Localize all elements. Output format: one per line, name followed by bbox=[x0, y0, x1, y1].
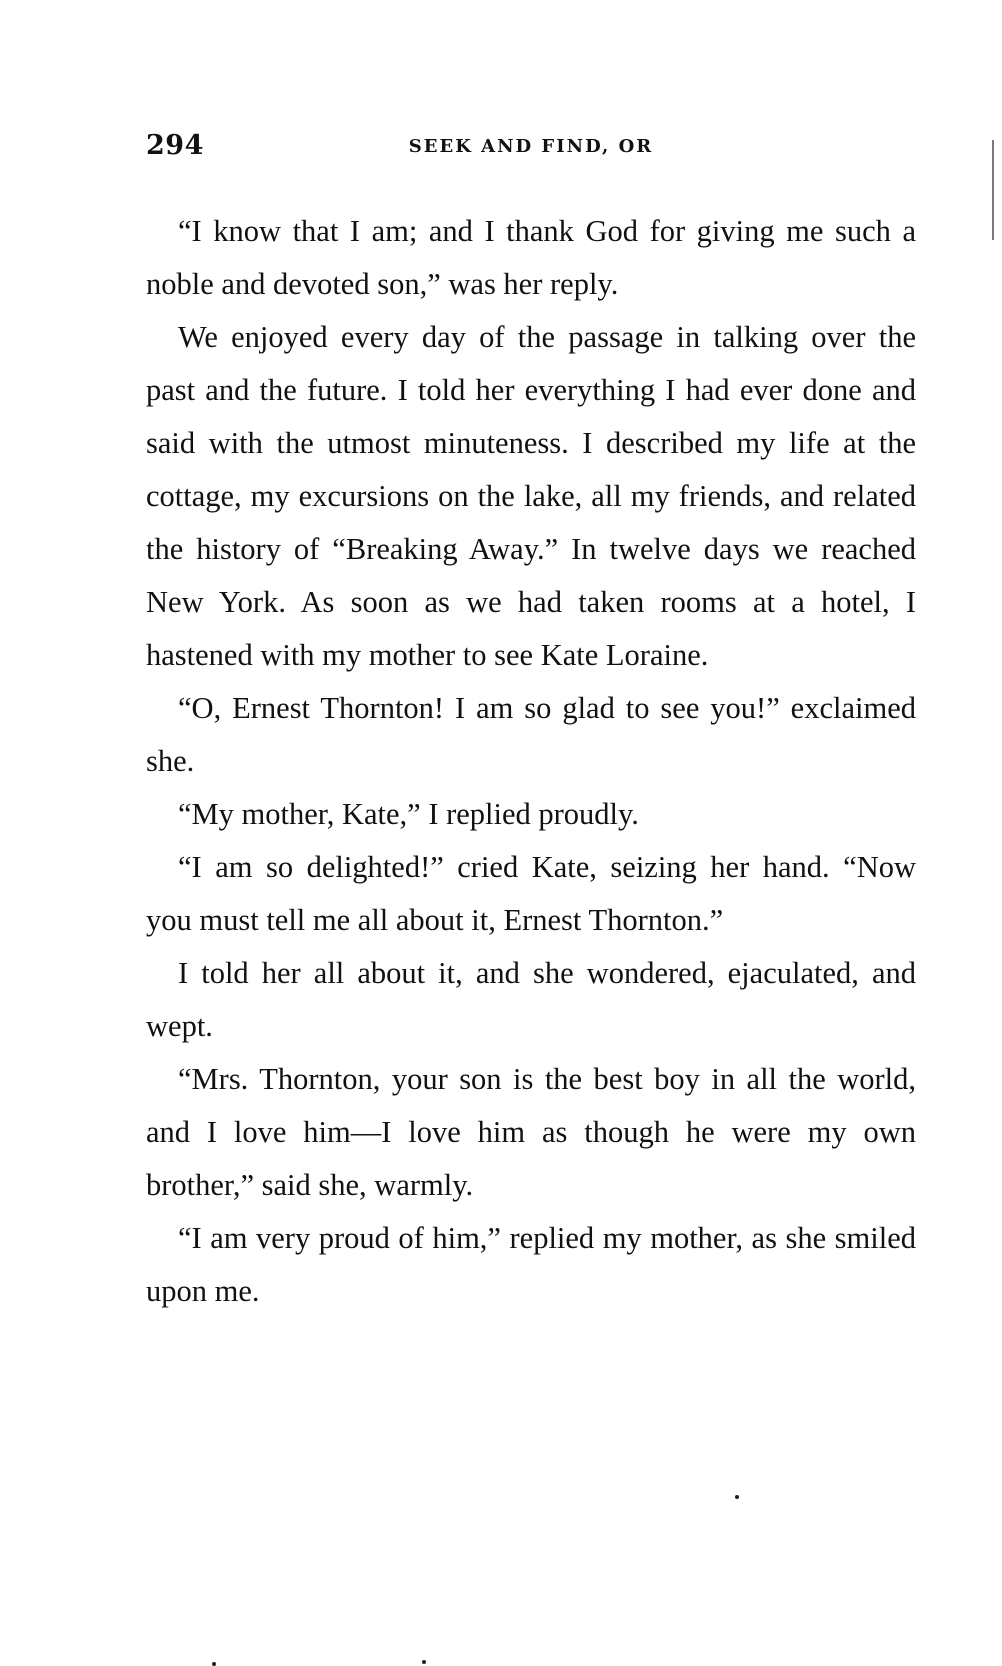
paper-speck bbox=[422, 1660, 426, 1664]
paragraph-5: “I am so delighted!” cried Kate, seizing her hand. “Now you must tell me all about it, Ernest Thornton.” bbox=[146, 850, 916, 937]
page-number: 294 bbox=[146, 130, 204, 161]
paragraph-7: “Mrs. Thornton, your son is the best boy in all the world, and I love him—I love him as though he were my own brother,” said she, warmly. bbox=[146, 1062, 916, 1202]
paragraph-2: We enjoyed every day of the passage in talking over the past and the future. I told her everything I had ever done and said with the utmost minuteness. I described my life at the cottage, my excursions on the lake, all my friends, and related the history of “Breaking Away.” In twelve days we reached New York. As soon as we had taken rooms at a hotel, I hastened with my mother to see Kate Loraine. bbox=[146, 320, 916, 672]
binding-edge-mark bbox=[992, 140, 1000, 240]
paragraph-8: “I am very proud of him,” replied my mother, as she smiled upon me. bbox=[146, 1221, 916, 1308]
running-title: SEEK AND FIND, OR bbox=[408, 136, 654, 157]
paragraph-3: “O, Ernest Thornton! I am so glad to see you!” exclaimed she. bbox=[146, 691, 916, 778]
paper-speck bbox=[735, 1495, 739, 1499]
paragraph-4: “My mother, Kate,” I replied proudly. bbox=[178, 797, 639, 831]
paragraph-1: “I know that I am; and I thank God for giving me such a noble and devoted son,” was her reply. bbox=[146, 214, 916, 301]
running-head bbox=[146, 130, 916, 170]
body-text bbox=[146, 205, 916, 1318]
paragraph-6: I told her all about it, and she wondered, ejaculated, and wept. bbox=[146, 956, 916, 1043]
paper-speck bbox=[212, 1662, 216, 1666]
